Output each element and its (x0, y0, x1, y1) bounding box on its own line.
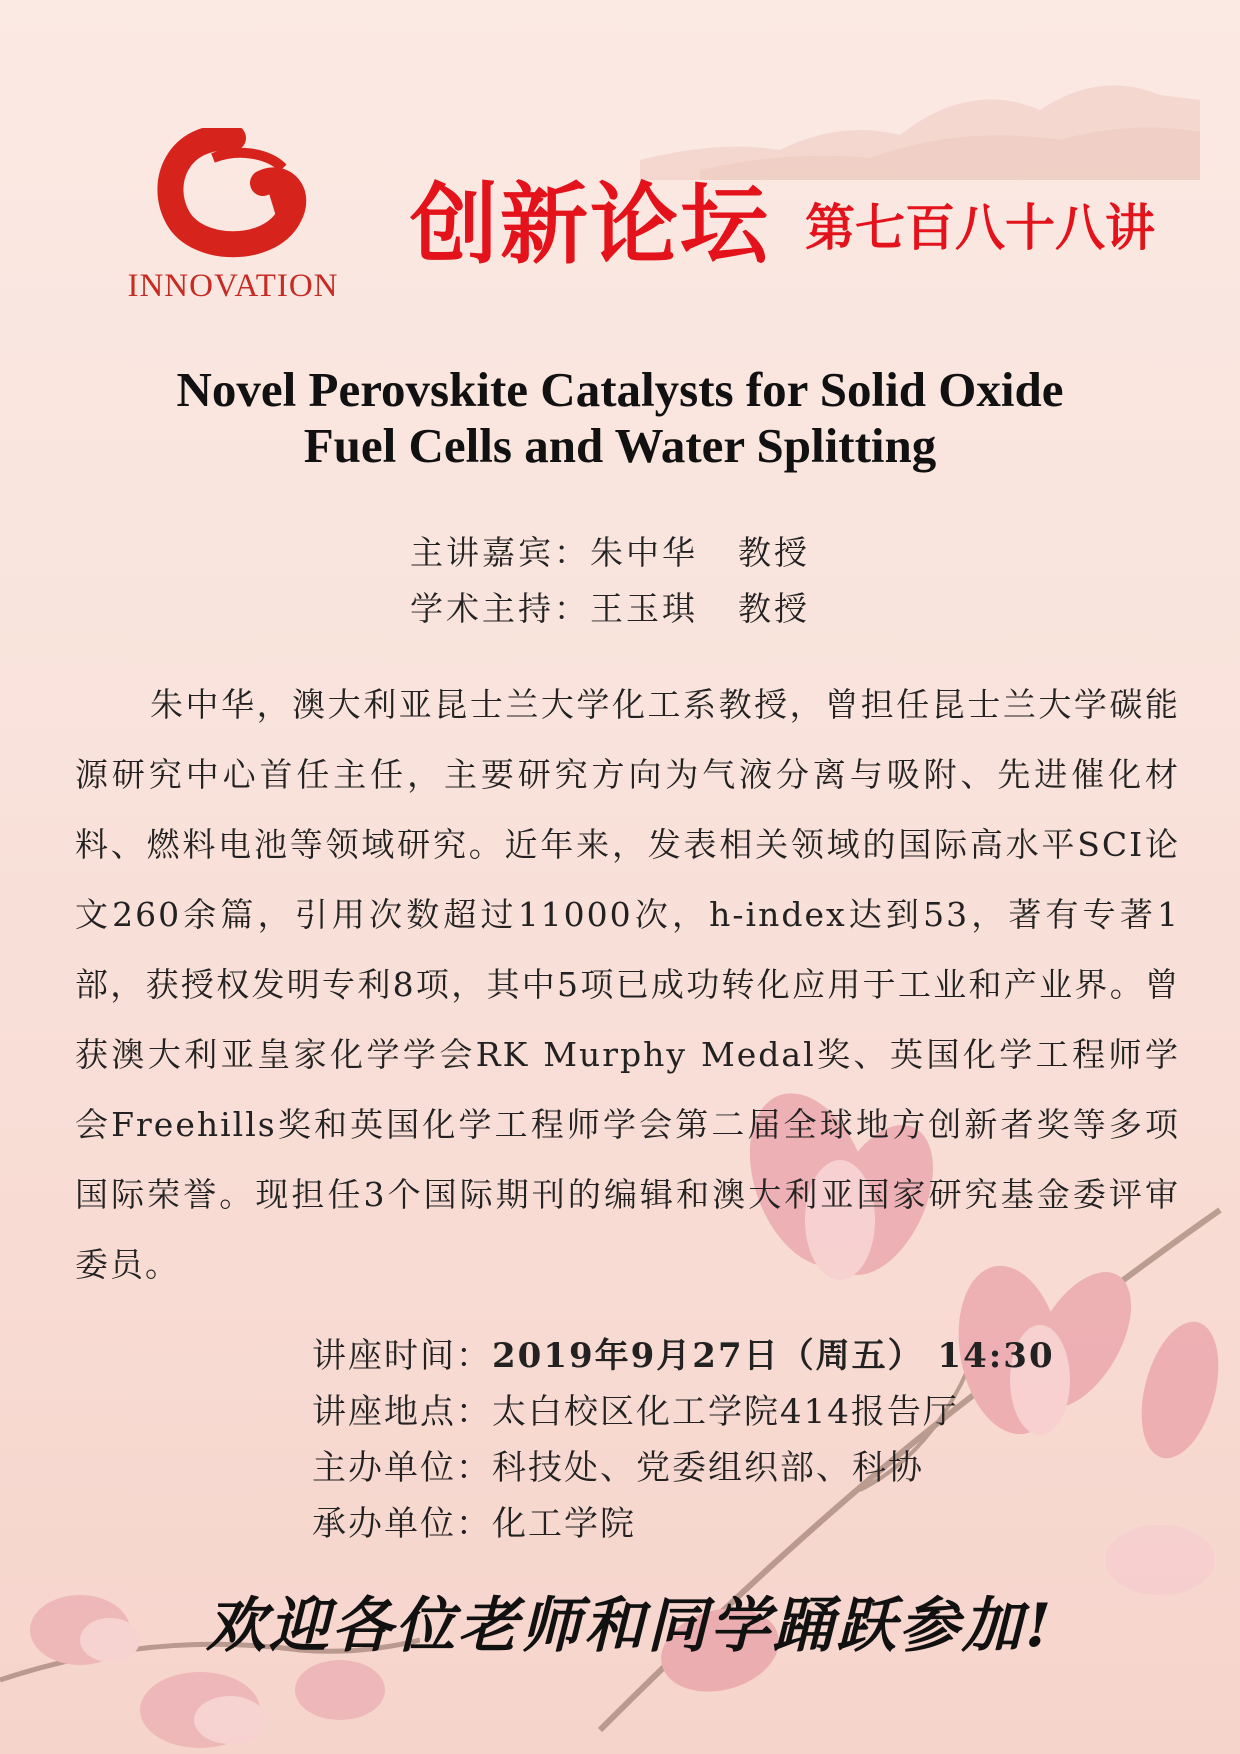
time-row (312, 1328, 1055, 1384)
lecture-number: 第七百八十八讲 (805, 199, 1155, 257)
host-row (410, 581, 810, 637)
speaker-row (410, 525, 810, 581)
logo-text: INNOVATION (127, 268, 339, 304)
host-name: 王玉琪 (590, 589, 698, 628)
speaker-label: 主讲嘉宾： (410, 533, 590, 572)
forum-title: 创新论坛 (410, 173, 771, 276)
speaker-title: 教授 (738, 533, 810, 572)
time-label: 讲座时间： (312, 1336, 492, 1376)
talk-title (90, 362, 1150, 474)
welcome-message: 欢迎各位老师和同学踊跃参加! (205, 1591, 1055, 1661)
time-value: 2019年9月27日（周五） 14:30 (492, 1336, 1055, 1376)
undertaker-value: 化工学院 (492, 1504, 636, 1544)
place-value: 太白校区化工学院414报告厅 (492, 1392, 959, 1432)
undertaker-row (312, 1496, 1055, 1552)
innovation-logo-icon (118, 128, 348, 263)
speaker-biography: 朱中华，澳大利亚昆士兰大学化工系教授，曾担任昆士兰大学碳能源研究中心首任主任，主要研究方向为气液分离与吸附、先进催化材料、燃料电池等领域研究。近年来，发表相关领域的国际高水平SCI论文260余篇，引用次数超过11000次，h-index达到53，著有专著1部，获授权发明专利8项，其中5项已成功转化应用于工业和产业界。曾获澳大利亚皇家化学学会RK Murphy Medal奖、英国化学工程师学会Freehills奖和英国化学工程师学会第二届全球地方创新者奖等多项国际荣誉。现担任3个国际期刊的编辑和澳大利亚国家研究基金委评审委员。 (75, 685, 1180, 1284)
lecture-info (312, 1328, 1055, 1552)
host-label: 学术主持： (410, 589, 590, 628)
host-title: 教授 (738, 589, 810, 628)
speaker-host-block (410, 525, 810, 637)
place-row (312, 1384, 1055, 1440)
organizer-row (312, 1440, 1055, 1496)
talk-title-line-1: Novel Perovskite Catalysts for Solid Oxide (176, 362, 1064, 417)
talk-title-line-2: Fuel Cells and Water Splitting (303, 418, 937, 473)
undertaker-label: 承办单位： (312, 1504, 492, 1544)
innovation-logo (118, 128, 348, 303)
place-label: 讲座地点： (312, 1392, 492, 1432)
speaker-name: 朱中华 (590, 533, 698, 572)
organizer-label: 主办单位： (312, 1448, 492, 1488)
organizer-value: 科技处、党委组织部、科协 (492, 1448, 924, 1488)
